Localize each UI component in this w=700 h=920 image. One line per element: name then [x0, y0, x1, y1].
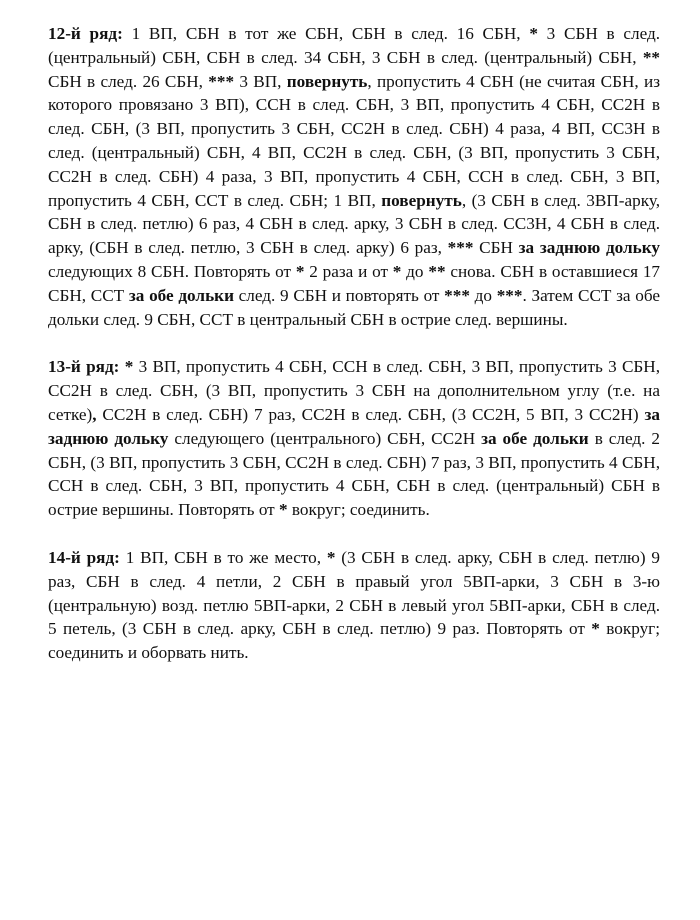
bold-text-run: * — [326, 547, 336, 567]
text-run: СБН — [473, 238, 519, 258]
bold-text-run: 12-й ряд: — [48, 24, 123, 43]
document-page — [48, 22, 660, 689]
bold-text-run: *** — [444, 285, 470, 305]
text-run: вокруг; соединить. — [287, 500, 430, 520]
bold-text-run: 13-й ряд: — [48, 357, 120, 377]
row-13-paragraph — [48, 355, 660, 522]
bold-text-run: * — [392, 261, 402, 281]
text-run: . Затем ССТ за обе дольки след. 9 СБН, ССТ в центральный СБН в острие след. вершины. — [48, 285, 660, 329]
row-14-paragraph — [48, 546, 660, 665]
bold-text-run: за заднюю дольку — [48, 404, 660, 448]
text-run: 2 раза и от — [304, 261, 393, 281]
text-run: следующих 8 СБН. Повторять от — [48, 261, 296, 281]
text-run: следующего (центрального) СБН, СС2Н — [168, 428, 482, 448]
bold-text-run: *** — [208, 71, 235, 91]
text-run: , пропустить 4 СБН (не считая СБН, из которого провязано 3 ВП), ССН в след. СБН, 3 ВП, пропустить 4 СБН, СС2Н в след. СБН, (3 ВП, пропустить 3 СБН, СС2Н в след. СБН) 4 раза, 4 ВП, СС3Н в след. (центральный) СБН, 4 ВП, СС2Н в след. СБН, (3 ВП, пропустить 3 СБН, СС2Н в след. СБН) 4 раза, 3 ВП, пропустить 4 СБН, ССН в след. СБН, 3 ВП, пропустить 4 СБН, ССТ в след. СБН; 1 ВП, — [48, 71, 660, 210]
text-run: 1 ВП, СБН в то же место, — [119, 547, 327, 567]
text-run: в след. 2 СБН, (3 ВП, пропустить 3 СБН, СС2Н в след. СБН) 7 раз, 3 ВП, пропустить 4 СБН, ССН в след. СБН, 3 ВП, пропустить 4 СБН, СБН в след. (центральный) СБН в острие вершины. Повторять от — [48, 428, 660, 520]
bold-text-run: * — [279, 500, 288, 520]
bold-text-run: 14-й ряд: — [48, 547, 120, 567]
text-run: 3 СБН в след. (центральный) СБН, СБН в след. 34 СБН, 3 СБН в след. (центральный) СБН, — [48, 24, 661, 67]
text-run: , (3 СБН в след. 3ВП-арку, СБН в след. петлю) 6 раз, 4 СБН в след. арку, 3 СБН в след. СС3Н, 4 СБН в след. арку, (СБН в след. петлю, 3 СБН в след. арку) 6 раз, — [48, 190, 660, 258]
text-run: до — [401, 261, 429, 281]
bold-text-run: , — [92, 404, 97, 424]
text-run: 3 ВП, — [234, 71, 287, 91]
bold-text-run: повернуть — [381, 190, 462, 210]
bold-text-run: повернуть — [286, 71, 368, 91]
bold-text-run: * — [295, 261, 305, 281]
bold-text-run: за обе дольки — [128, 285, 234, 305]
text-run: (3 СБН в след. арку, СБН в след. петлю) 9 раз, СБН в след. 4 петли, 2 СБН в правый угол 5ВП-арки, 3 СБН в 3-ю (центральную) возд. петлю 5ВП-арки, 2 СБН в левый угол 5ВП-арки, СБН в след. 5 петель, (3 СБН в след. арку, СБН в след. петлю) 9 раз. Повторять от — [48, 547, 660, 639]
bold-text-run: за обе дольки — [481, 428, 589, 448]
bold-text-run: *** — [447, 238, 474, 258]
text-run: 3 ВП, пропустить 4 СБН, ССН в след. СБН, 3 ВП, пропустить 3 СБН, СС2Н в след. СБН, (3 ВП, пропустить 3 СБН на дополнительном углу (т.е. на сетке) — [48, 357, 661, 424]
text-run: 1 ВП, СБН в тот же СБН, СБН в след. 16 СБН, — [122, 24, 530, 43]
bold-text-run: *** — [496, 285, 523, 305]
bold-text-run: * — [529, 24, 538, 43]
text-run: снова. СБН в оставшиеся 17 СБН, ССТ — [48, 261, 661, 305]
bold-text-run: * — [124, 357, 134, 377]
text-run: СБН в след. 26 СБН, — [48, 71, 209, 91]
bold-text-run: * — [591, 619, 600, 639]
bold-text-run: ** — [642, 47, 660, 67]
bold-text-run: за заднюю дольку — [518, 238, 660, 258]
text-run: вокруг; соединить и оборвать нить. — [48, 619, 660, 663]
text-run: след. 9 СБН и повторять от — [233, 285, 445, 305]
text-run: до — [469, 285, 497, 305]
row-12-paragraph — [48, 22, 660, 331]
text-run: СС2Н в след. СБН) 7 раз, СС2Н в след. СБН, (3 СС2Н, 5 ВП, 3 СС2Н) — [96, 404, 645, 424]
bold-text-run: ** — [428, 261, 446, 281]
